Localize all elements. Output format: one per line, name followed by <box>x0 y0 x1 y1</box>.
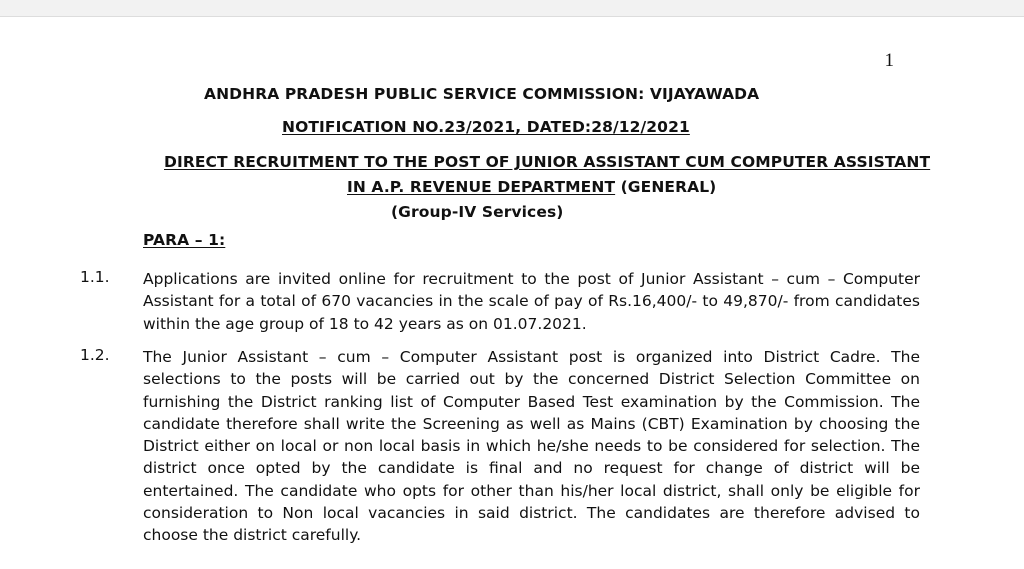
recruitment-title-line2 <box>347 178 716 196</box>
paragraph-number: 1.1. <box>80 268 110 286</box>
department-name: IN A.P. REVENUE DEPARTMENT <box>347 178 616 196</box>
paragraph-text: The Junior Assistant – cum – Computer Assistant post is organized into District Cadre. The selections to the posts will be carried out by the concerned District Selection Committee on furnishing the District ranking list of Computer Based Test examination by the Commission. The candidate therefore shall write the Screening as well as Mains (CBT) Examination by choosing the District either on local or non local basis in which he/she needs to be considered for selection. The district once opted by the candidate is final and no request for change of district will be entertained. The candidate who opts for other than his/her local district, shall only be eligible for consideration to Non local vacancies in said district. The candidates are therefore advised to choose the district carefully. <box>143 348 920 545</box>
top-border <box>0 0 1024 17</box>
commission-heading: ANDHRA PRADESH PUBLIC SERVICE COMMISSION: VIJAYAWADA <box>204 85 760 103</box>
category-label: (GENERAL) <box>615 178 717 196</box>
page-number: 1 <box>884 50 894 71</box>
paragraph-number: 1.2. <box>80 346 110 364</box>
services-group-heading: (Group-IV Services) <box>391 203 564 221</box>
recruitment-title-line1: DIRECT RECRUITMENT TO THE POST OF JUNIOR ASSISTANT CUM COMPUTER ASSISTANT <box>164 153 931 171</box>
paragraph-text: Applications are invited online for recruitment to the post of Junior Assistant – cum – Computer Assistant for a total of 670 vacancies in the scale of pay of Rs.16,400/- to 49,870/- from candidates within the age group of 18 to 42 years as on 01.07.2021. <box>143 270 920 333</box>
notification-heading: NOTIFICATION NO.23/2021, DATED:28/12/2021 <box>282 118 690 136</box>
para-label: PARA – 1: <box>143 231 226 249</box>
